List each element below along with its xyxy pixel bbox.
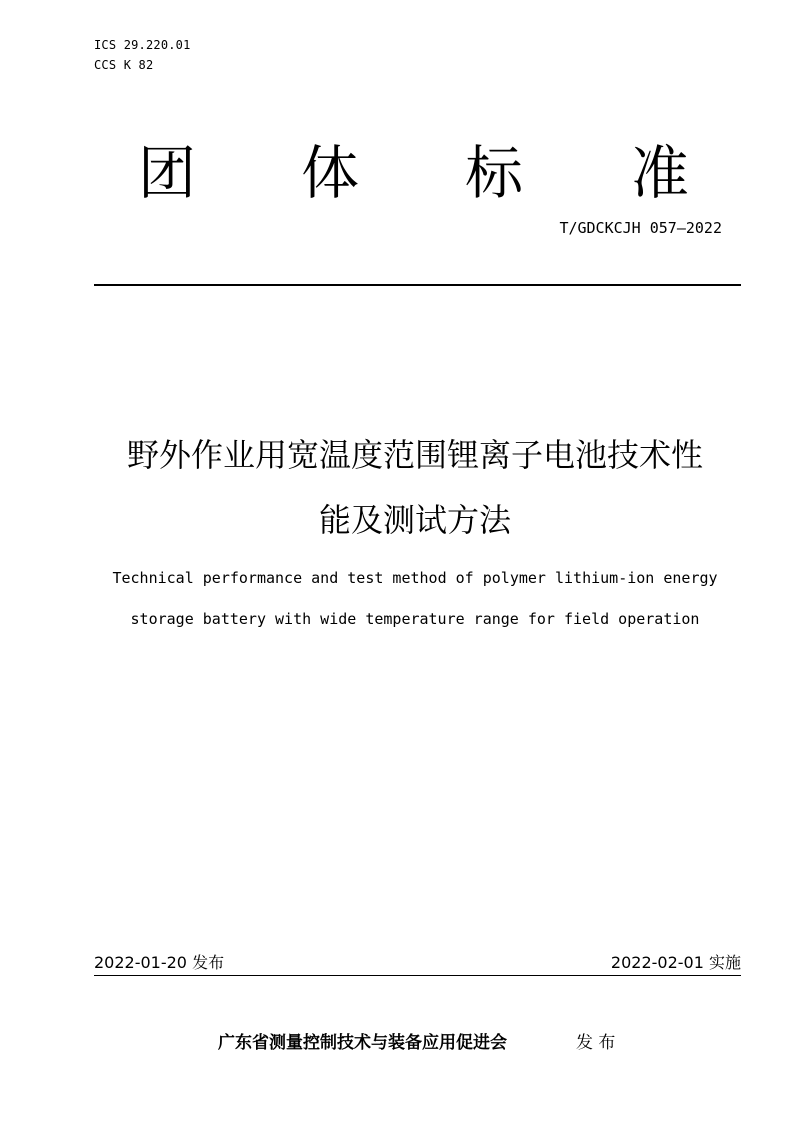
standard-number: T/GDCKCJH 057—2022 (559, 219, 722, 237)
ics-code: ICS 29.220.01 (94, 38, 191, 52)
ccs-code: CCS K 82 (94, 58, 154, 72)
chinese-title-line-2: 能及测试方法 (318, 501, 511, 539)
english-title-line-1: Technical performance and test method of polymer lithium-ion energy (112, 569, 718, 587)
header-divider (94, 284, 741, 286)
issue-date: 2022-01-20 发布 (94, 953, 225, 972)
standard-type-char-2: 体 (301, 139, 360, 207)
standard-type-char-4: 准 (631, 139, 690, 207)
publish-label: 发 布 (576, 1033, 616, 1053)
standard-type-char-3: 标 (465, 139, 524, 207)
standard-type-char-1: 团 (138, 139, 197, 207)
standard-type-heading (96, 138, 746, 208)
english-title-line-2: storage battery with wide temperature range for field operation (130, 610, 700, 628)
classification-codes (94, 35, 191, 75)
chinese-title-line-1: 野外作业用宽温度范围锂离子电池技术性 (126, 436, 703, 474)
implementation-date: 2022-02-01 实施 (610, 953, 741, 972)
publisher-name: 广东省测量控制技术与装备应用促进会 (218, 1033, 507, 1053)
footer-divider (94, 975, 741, 976)
